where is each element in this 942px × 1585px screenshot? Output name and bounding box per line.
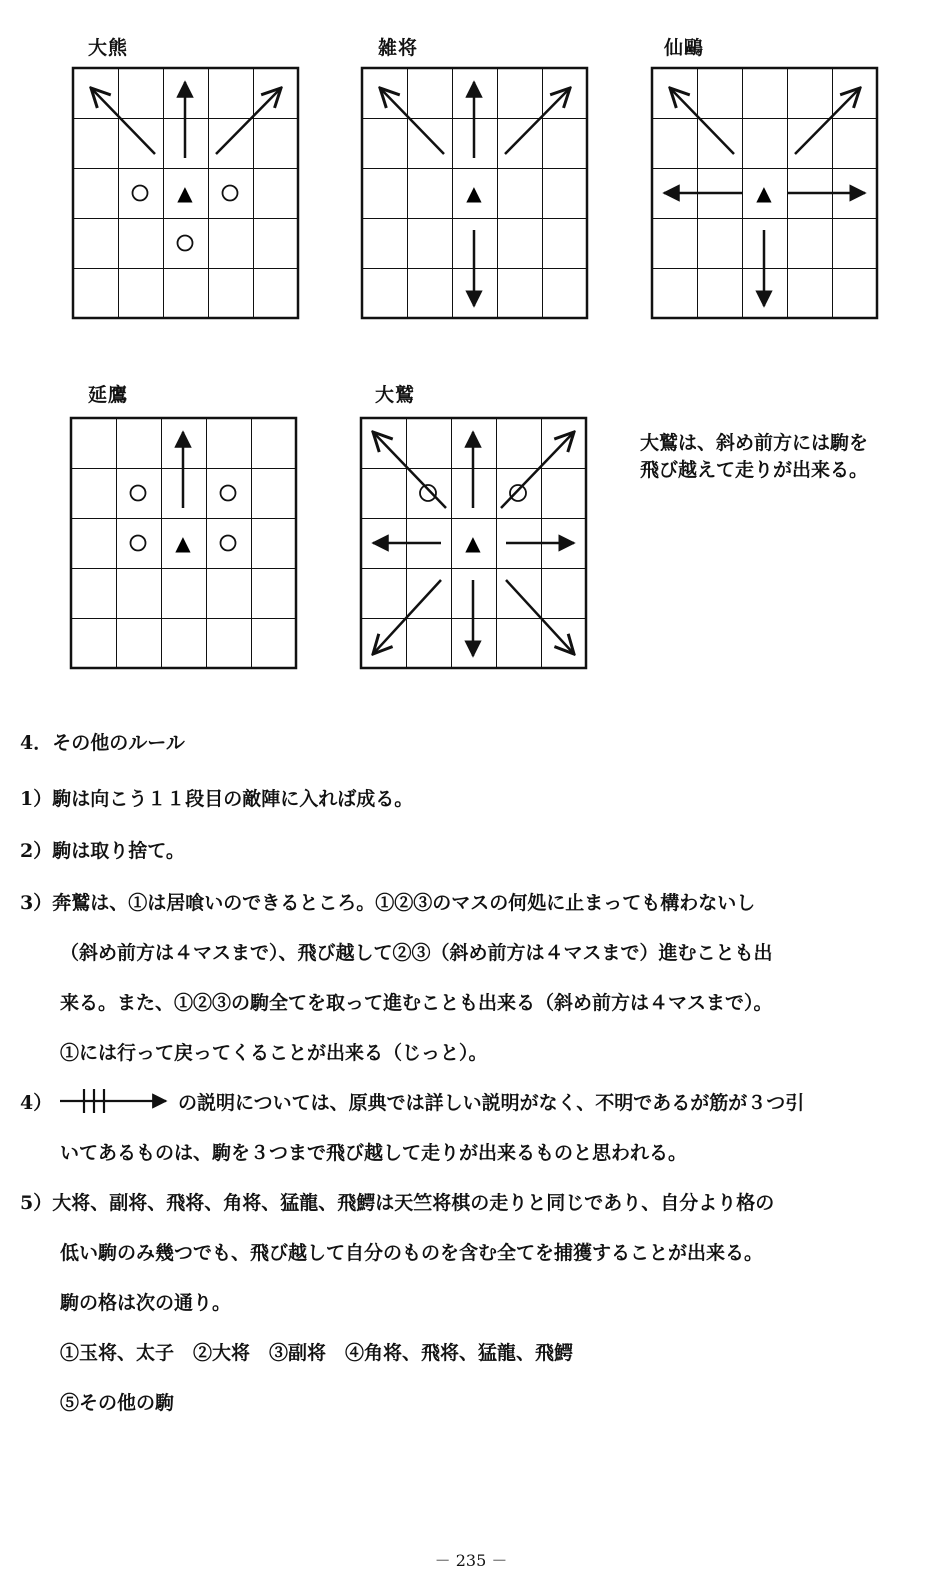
rule-5-line-4: ①玉将、太子 ②大将 ③副将 ④角将、飛将、猛龍、飛鰐 — [60, 1342, 574, 1364]
daishu-note — [640, 430, 868, 484]
note-line: 大鷲は、斜め前方には駒を — [640, 432, 869, 454]
rule-3-line-2: （斜め前方は４マスまで）、飛び越して②③（斜め前方は４マスまで）進むことも出 — [60, 942, 773, 964]
board-title-daiyu: 大熊 — [88, 37, 129, 59]
rule-3-line-3: 来る。また、①②③の駒全てを取って進むことも出来る（斜め前方は４マスまで）。 — [60, 992, 773, 1014]
piece-marker: ▲ — [177, 181, 193, 205]
rule-4-number: 4） — [20, 1092, 53, 1114]
rule-4-line-1: の説明については、原典では詳しい説明がなく、不明であるが筋が３つ引 — [178, 1092, 805, 1114]
piece-marker: ▲ — [175, 531, 191, 555]
board-title-enyou: 延鷹 — [88, 384, 129, 406]
board-zassho — [362, 68, 587, 318]
triple-jump-arrow-icon — [58, 1086, 173, 1116]
board-senou — [652, 68, 877, 318]
rule-5-line-5: ⑤その他の駒 — [60, 1392, 175, 1414]
rule-1: 1）駒は向こう１１段目の敵陣に入れば成る。 — [20, 788, 414, 810]
board-daishu — [361, 418, 586, 668]
page-number: － 235 － — [434, 1551, 508, 1570]
rule-4-line-2: いてあるものは、駒を３つまで飛び越して走りが出来るものと思われる。 — [60, 1142, 688, 1164]
piece-marker: ▲ — [466, 181, 482, 205]
board-title-daishu: 大鷲 — [375, 384, 416, 406]
rules-heading: 4．その他のルール — [20, 732, 185, 754]
rule-5-line-1: 5）大将、副将、飛将、角将、猛龍、飛鰐は天竺将棋の走りと同じであり、自分より格の — [20, 1192, 775, 1214]
rule-5-line-3: 駒の格は次の通り。 — [60, 1292, 232, 1314]
board-daiyu — [73, 68, 298, 318]
board-enyou — [71, 418, 296, 668]
piece-marker: ▲ — [756, 181, 772, 205]
rule-3-line-1: 3）奔鷲は、①は居喰いのできるところ。①②③のマスの何処に止まっても構わないし — [20, 892, 756, 914]
rule-5-line-2: 低い駒のみ幾つでも、飛び越して自分のものを含む全てを捕獲することが出来る。 — [60, 1242, 764, 1264]
piece-marker: ▲ — [465, 531, 481, 555]
rule-3-line-4: ①には行って戻ってくることが出来る（じっと）。 — [60, 1042, 488, 1064]
move-diagrams — [0, 0, 942, 700]
board-title-senou: 仙鷗 — [664, 37, 705, 59]
rule-2: 2）駒は取り捨て。 — [20, 840, 185, 862]
board-title-zassho: 雑将 — [378, 37, 419, 59]
note-line: 飛び越えて走りが出来る。 — [640, 459, 869, 481]
